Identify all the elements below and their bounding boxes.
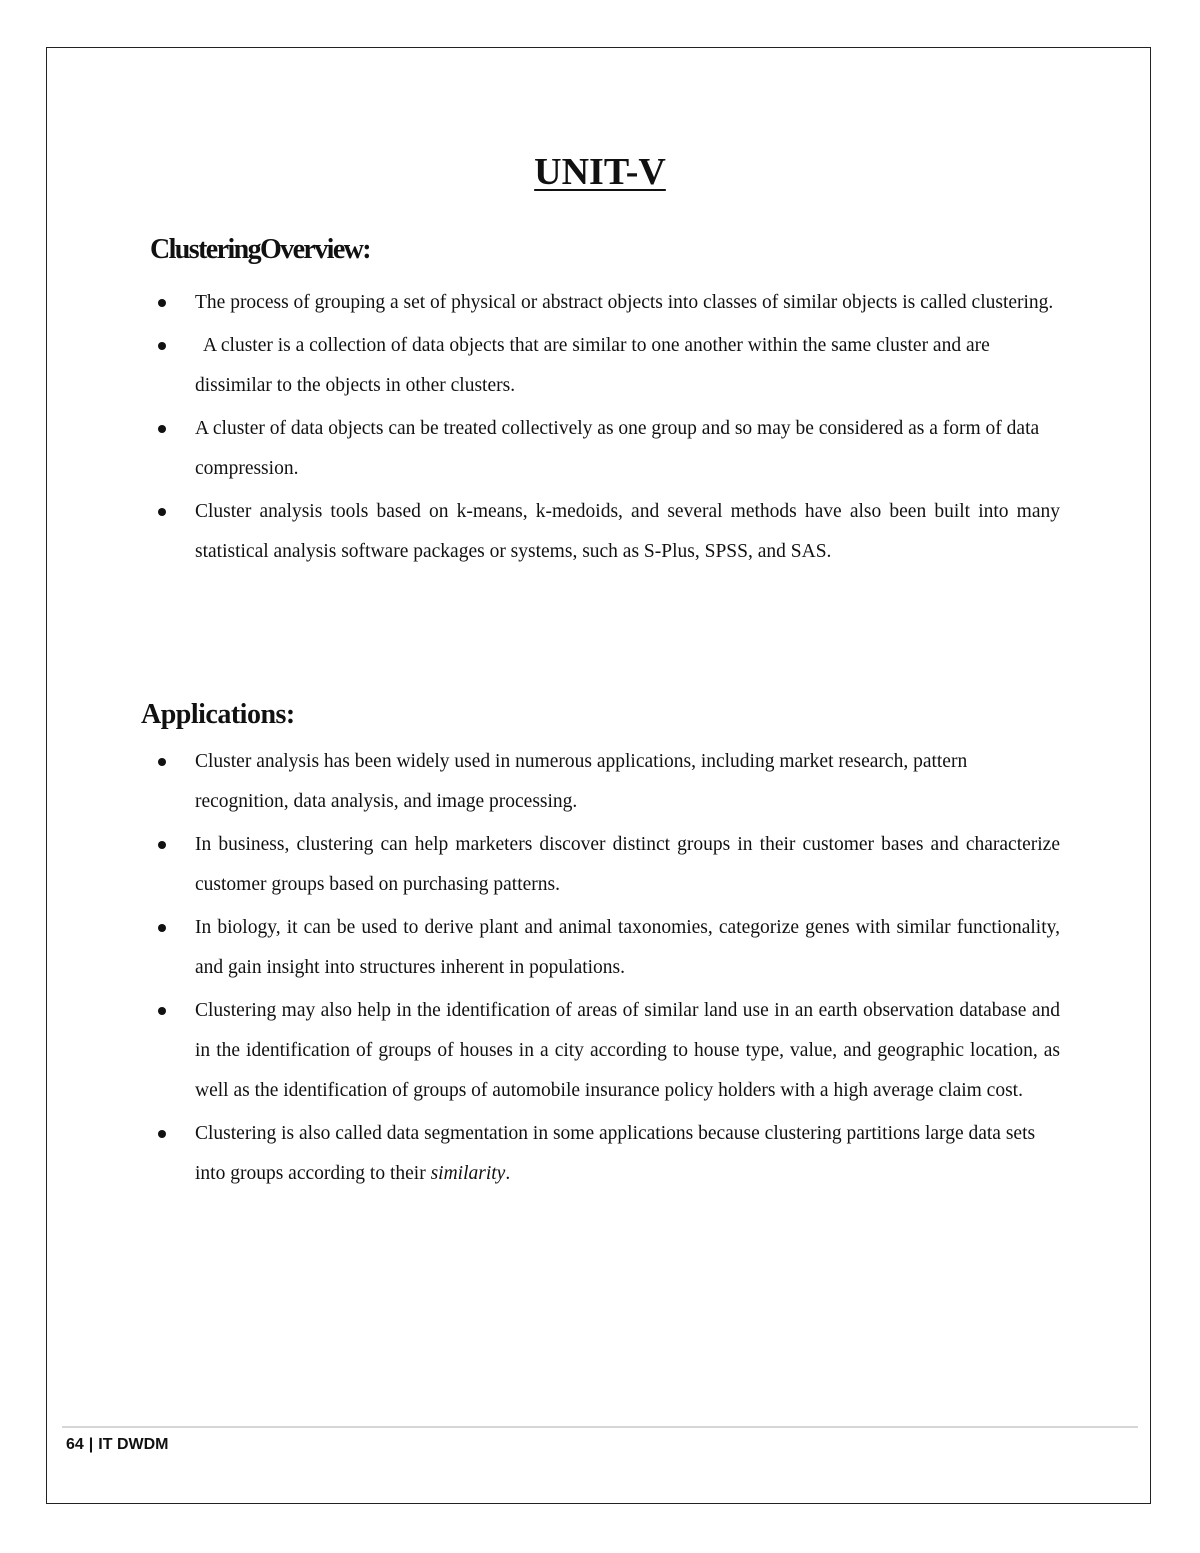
bullet-text: Cluster analysis has been widely used in numerous applications, including market research, pattern recognition, data analysis, and image processing.	[195, 751, 968, 812]
list-item	[0, 409, 1060, 489]
page-number: 64	[66, 1436, 84, 1453]
bullet-text-end: .	[505, 1163, 511, 1184]
list-item	[0, 283, 1060, 323]
bullet-icon	[158, 841, 166, 849]
list-item	[0, 326, 1060, 406]
bullet-text-main: Clustering is also called data segmentation in some applications because clustering partitions large data sets into groups according to their	[195, 1123, 1036, 1184]
list-item	[0, 742, 1060, 822]
bullet-icon	[158, 508, 166, 516]
page-footer	[66, 1436, 168, 1454]
list-item	[0, 908, 1060, 988]
list-item	[0, 492, 1060, 572]
course-name: IT DWDM	[98, 1436, 169, 1453]
bullet-text: The process of grouping a set of physical or abstract objects into classes of similar objects is called clustering.	[195, 292, 1054, 313]
bullet-icon	[158, 299, 166, 307]
bullet-icon	[158, 342, 166, 350]
list-item	[0, 825, 1060, 905]
bullet-icon	[158, 924, 166, 932]
bullet-text: Clustering may also help in the identification of areas of similar land use in an earth observation database and in the identification of groups of houses in a city according to house type, value, and geographic location, as well as the identification of groups of automobile insurance policy holders with a high average claim cost.	[195, 1000, 1060, 1101]
list-item	[0, 1114, 1060, 1194]
footer-divider	[62, 1426, 1138, 1428]
bullet-text: Cluster analysis tools based on k-means, k-medoids, and several methods have also been built into many statistical analysis software packages or systems, such as S-Plus, SPSS, and SAS.	[195, 501, 1060, 562]
bullet-text: A cluster is a collection of data objects that are similar to one another within the same cluster and are dissimilar to the objects in other clusters.	[195, 335, 990, 396]
clustering-overview-list	[0, 283, 1060, 575]
bullet-text	[195, 1123, 1035, 1184]
list-item	[0, 991, 1060, 1111]
bullet-text: In business, clustering can help marketers discover distinct groups in their customer bases and characterize customer groups based on purchasing patterns.	[195, 834, 1060, 895]
bullet-icon	[158, 425, 166, 433]
applications-list	[0, 742, 1060, 1197]
unit-title: UNIT-V	[534, 151, 666, 193]
bullet-icon	[158, 1130, 166, 1138]
bullet-icon	[158, 1007, 166, 1015]
similarity-emphasis: similarity	[430, 1163, 506, 1184]
bullet-text: A cluster of data objects can be treated collectively as one group and so may be considered as a form of data compression.	[195, 418, 1040, 479]
bullet-icon	[158, 758, 166, 766]
footer-separator: |	[88, 1436, 94, 1453]
bullet-text: In biology, it can be used to derive plant and animal taxonomies, categorize genes with similar functionality, and gain insight into structures inherent in populations.	[195, 917, 1060, 978]
applications-heading: Applications:	[141, 699, 295, 730]
clustering-overview-heading: ClusteringOverview:	[150, 234, 370, 265]
